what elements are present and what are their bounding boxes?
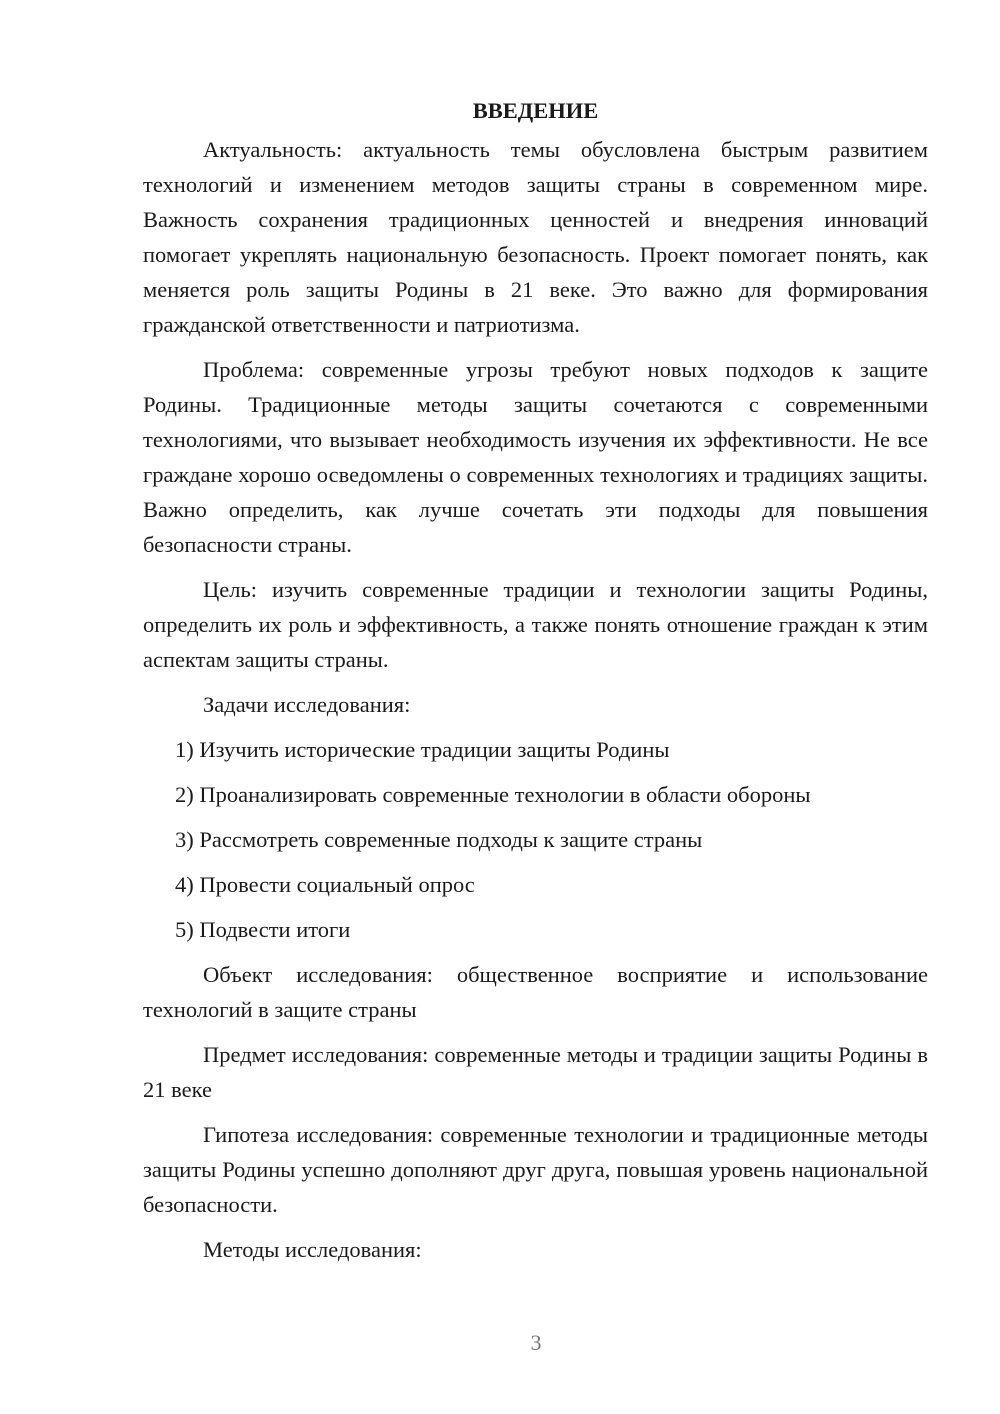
task-item-5: 5) Подвести итоги (175, 917, 351, 942)
paragraph-object: Объект исследования: общественное восприятие и использование технологий в защите страны (143, 962, 928, 1022)
paragraph-methods: Методы исследования: (203, 1237, 422, 1262)
task-item-4: 4) Провести социальный опрос (175, 872, 475, 897)
paragraph-problem: Проблема: современные угрозы требуют новых подходов к защите Родины. Традиционные методы защиты сочетаются с современными технологиями, что вызывает необходимость изучения их эффективности. Не все граждане хорошо осведомлены о современных технологиях и традициях защиты. Важно определить, как лучше сочетать эти подходы для повышения безопасности страны. (143, 357, 928, 557)
page-number: 3 (530, 1330, 542, 1355)
paragraph-goal: Цель: изучить современные традиции и технологии защиты Родины, определить их роль и эффективность, а также понять отношение граждан к этим аспектам защиты страны. (143, 577, 928, 672)
task-item-3: 3) Рассмотреть современные подходы к защите страны (175, 827, 703, 852)
paragraph-relevance: Актуальность: актуальность темы обусловлена быстрым развитием технологий и изменением методов защиты страны в современном мире. Важность сохранения традиционных ценностей и внедрения инноваций помогает укреплять национальную безопасность. Проект помогает понять, как меняется роль защиты Родины в 21 веке. Это важно для формирования гражданской ответственности и патриотизма. (143, 137, 928, 337)
paragraph-subject: Предмет исследования: современные методы и традиции защиты Родины в 21 веке (143, 1042, 928, 1102)
page-content (143, 96, 928, 1277)
page-title: ВВЕДЕНИЕ (472, 98, 599, 123)
task-list (143, 732, 928, 947)
task-item-2: 2) Проанализировать современные технологии в области обороны (175, 782, 811, 807)
tasks-heading: Задачи исследования: (203, 692, 411, 717)
paragraph-hypothesis: Гипотеза исследования: современные технологии и традиционные методы защиты Родины успешно дополняют друг друга, повышая уровень национальной безопасности. (143, 1122, 928, 1217)
task-item-1: 1) Изучить исторические традиции защиты Родины (175, 737, 670, 762)
